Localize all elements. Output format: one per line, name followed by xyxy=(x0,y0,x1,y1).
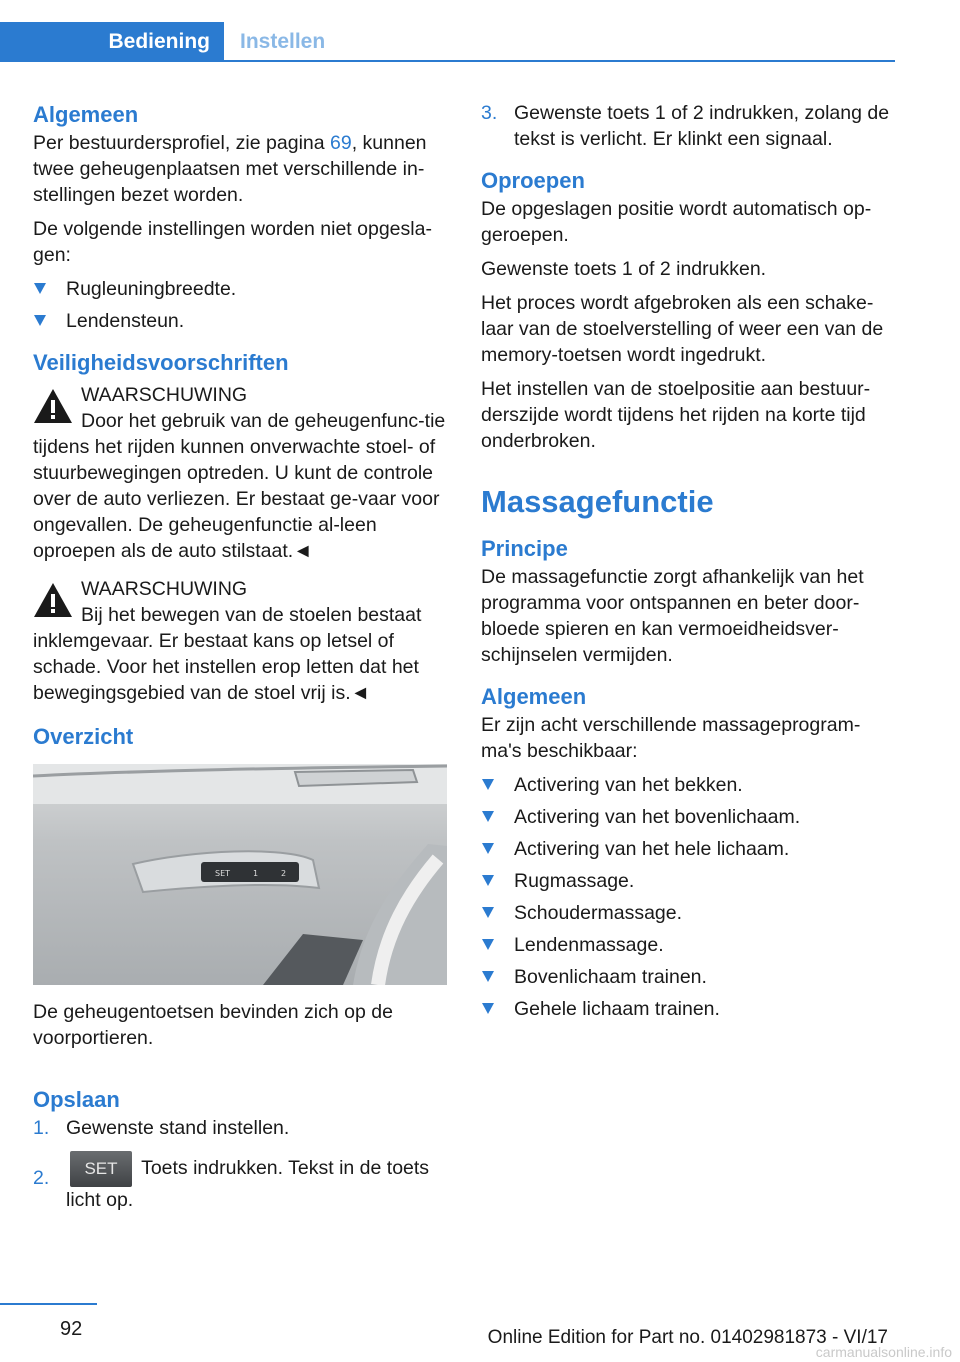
edition-text: Online Edition for Part no. 01402981873 - VI/17 xyxy=(487,1327,888,1348)
step-item xyxy=(481,100,891,152)
heading-principe: Principe xyxy=(481,536,568,561)
warning-icon xyxy=(33,388,73,424)
list-item: Activering van het bekken. xyxy=(481,772,891,798)
list-item: Gehele lichaam trainen. xyxy=(481,996,891,1022)
warning-block xyxy=(33,576,447,706)
paragraph: Gewenste toets 1 of 2 indrukken. xyxy=(481,258,767,280)
right-column xyxy=(481,100,891,1030)
text-span: Per bestuurdersprofiel, zie pagina xyxy=(33,132,331,154)
step-text: Gewenste stand instellen. xyxy=(66,1117,290,1139)
door-memory-buttons-photo xyxy=(33,764,447,985)
warning-title: WAARSCHUWING xyxy=(81,384,248,406)
set-key-icon: SET xyxy=(70,1151,132,1187)
page-link-69[interactable]: 69 xyxy=(330,132,352,154)
step-item xyxy=(33,1115,447,1141)
left-column xyxy=(33,100,447,1221)
warning-text: Bij het bewegen van de stoelen bestaat inklemgevaar. Er bestaat kans op letsel of schade. Voor het instellen erop letten dat het bewegingsgebied van de stoel vrij is.◄ xyxy=(33,604,422,704)
photo-caption: De geheugentoetsen bevinden zich op de voorportieren. xyxy=(33,1001,393,1049)
heading-opslaan: Opslaan xyxy=(33,1087,120,1112)
paragraph-profiel xyxy=(33,130,447,208)
step-number: 3. xyxy=(481,102,498,124)
step-text: Gewenste toets 1 of 2 indrukken, zolang de tekst is verlicht. Er klinkt een signaal. xyxy=(514,102,890,150)
warning-icon xyxy=(33,582,73,618)
step-number: 2. xyxy=(33,1167,50,1189)
step-number: 1. xyxy=(33,1117,50,1139)
list-item: Activering van het hele lichaam. xyxy=(481,836,891,862)
steps-opslaan xyxy=(33,1115,447,1213)
step-item xyxy=(33,1151,447,1213)
page-number: 92 xyxy=(60,1318,83,1340)
paragraph: Het instellen van de stoelpositie aan bestuur-derszijde wordt tijdens het rijden na korte tijd onderbroken. xyxy=(481,378,871,452)
heading-veiligheid: Veiligheidsvoorschriften xyxy=(33,350,289,375)
steps-opslaan-continued xyxy=(481,100,891,152)
list-niet-opgeslagen xyxy=(33,276,447,334)
photo-button-set: SET xyxy=(215,869,231,878)
paragraph: Het proces wordt afgebroken als een schake-laar van de stoelverstelling of weer een van de memory-toetsen wordt ingedrukt. xyxy=(481,292,884,366)
warning-title: WAARSCHUWING xyxy=(81,578,248,600)
warning-text: Door het gebruik van de geheugenfunc-tie tijdens het rijden kunnen onverwachte stoel- of stuurbewegingen optreden. U kunt de controle over de auto verliezen. Er bestaat ge-vaar voor ongevallen. De geheugenfunctie al-leen oproepen als de auto stilstaat.◄ xyxy=(33,410,446,562)
heading-oproepen: Oproepen xyxy=(481,168,585,193)
step-text: Toets indrukken. Tekst in de toets licht op. xyxy=(66,1157,430,1211)
heading-algemeen: Algemeen xyxy=(33,102,139,127)
list-item: Rugleuningbreedte. xyxy=(33,276,447,302)
paragraph: De massagefunctie zorgt afhankelijk van het programma voor ontspannen en beter door-bloede spieren en kan vermoeidheidsver-schijnselen vermijden. xyxy=(481,566,864,666)
tab-bediening[interactable]: Bediening xyxy=(0,22,224,62)
footer-rule xyxy=(0,1303,97,1305)
paragraph: De opgeslagen positie wordt automatisch op-geroepen. xyxy=(481,198,872,246)
section-tabs xyxy=(0,22,895,62)
door-panel-illustration xyxy=(33,764,447,985)
heading-algemeen-massage: Algemeen xyxy=(481,684,587,709)
watermark: carmanualsonline.info xyxy=(815,1344,952,1360)
warning-block xyxy=(33,382,447,564)
text-span: , kunnen twee geheugenplaatsen met verschillende in-stellingen bezet worden. xyxy=(33,132,427,206)
list-item: Lendenmassage. xyxy=(481,932,891,958)
photo-button-1: 1 xyxy=(253,869,259,878)
heading-massagefunctie: Massagefunctie xyxy=(481,484,714,519)
paragraph-niet-opgeslagen: De volgende instellingen worden niet opgesla-gen: xyxy=(33,218,432,266)
list-item: Lendensteun. xyxy=(33,308,447,334)
list-massageprogrammas xyxy=(481,772,891,1022)
tab-instellen[interactable]: Instellen xyxy=(240,30,326,53)
paragraph: Er zijn acht verschillende massageprogram-ma's beschikbaar: xyxy=(481,714,861,762)
photo-button-2: 2 xyxy=(281,869,287,878)
list-item: Rugmassage. xyxy=(481,868,891,894)
header-rule xyxy=(0,60,895,62)
list-item: Bovenlichaam trainen. xyxy=(481,964,891,990)
list-item: Activering van het bovenlichaam. xyxy=(481,804,891,830)
heading-overzicht: Overzicht xyxy=(33,724,134,749)
list-item: Schoudermassage. xyxy=(481,900,891,926)
